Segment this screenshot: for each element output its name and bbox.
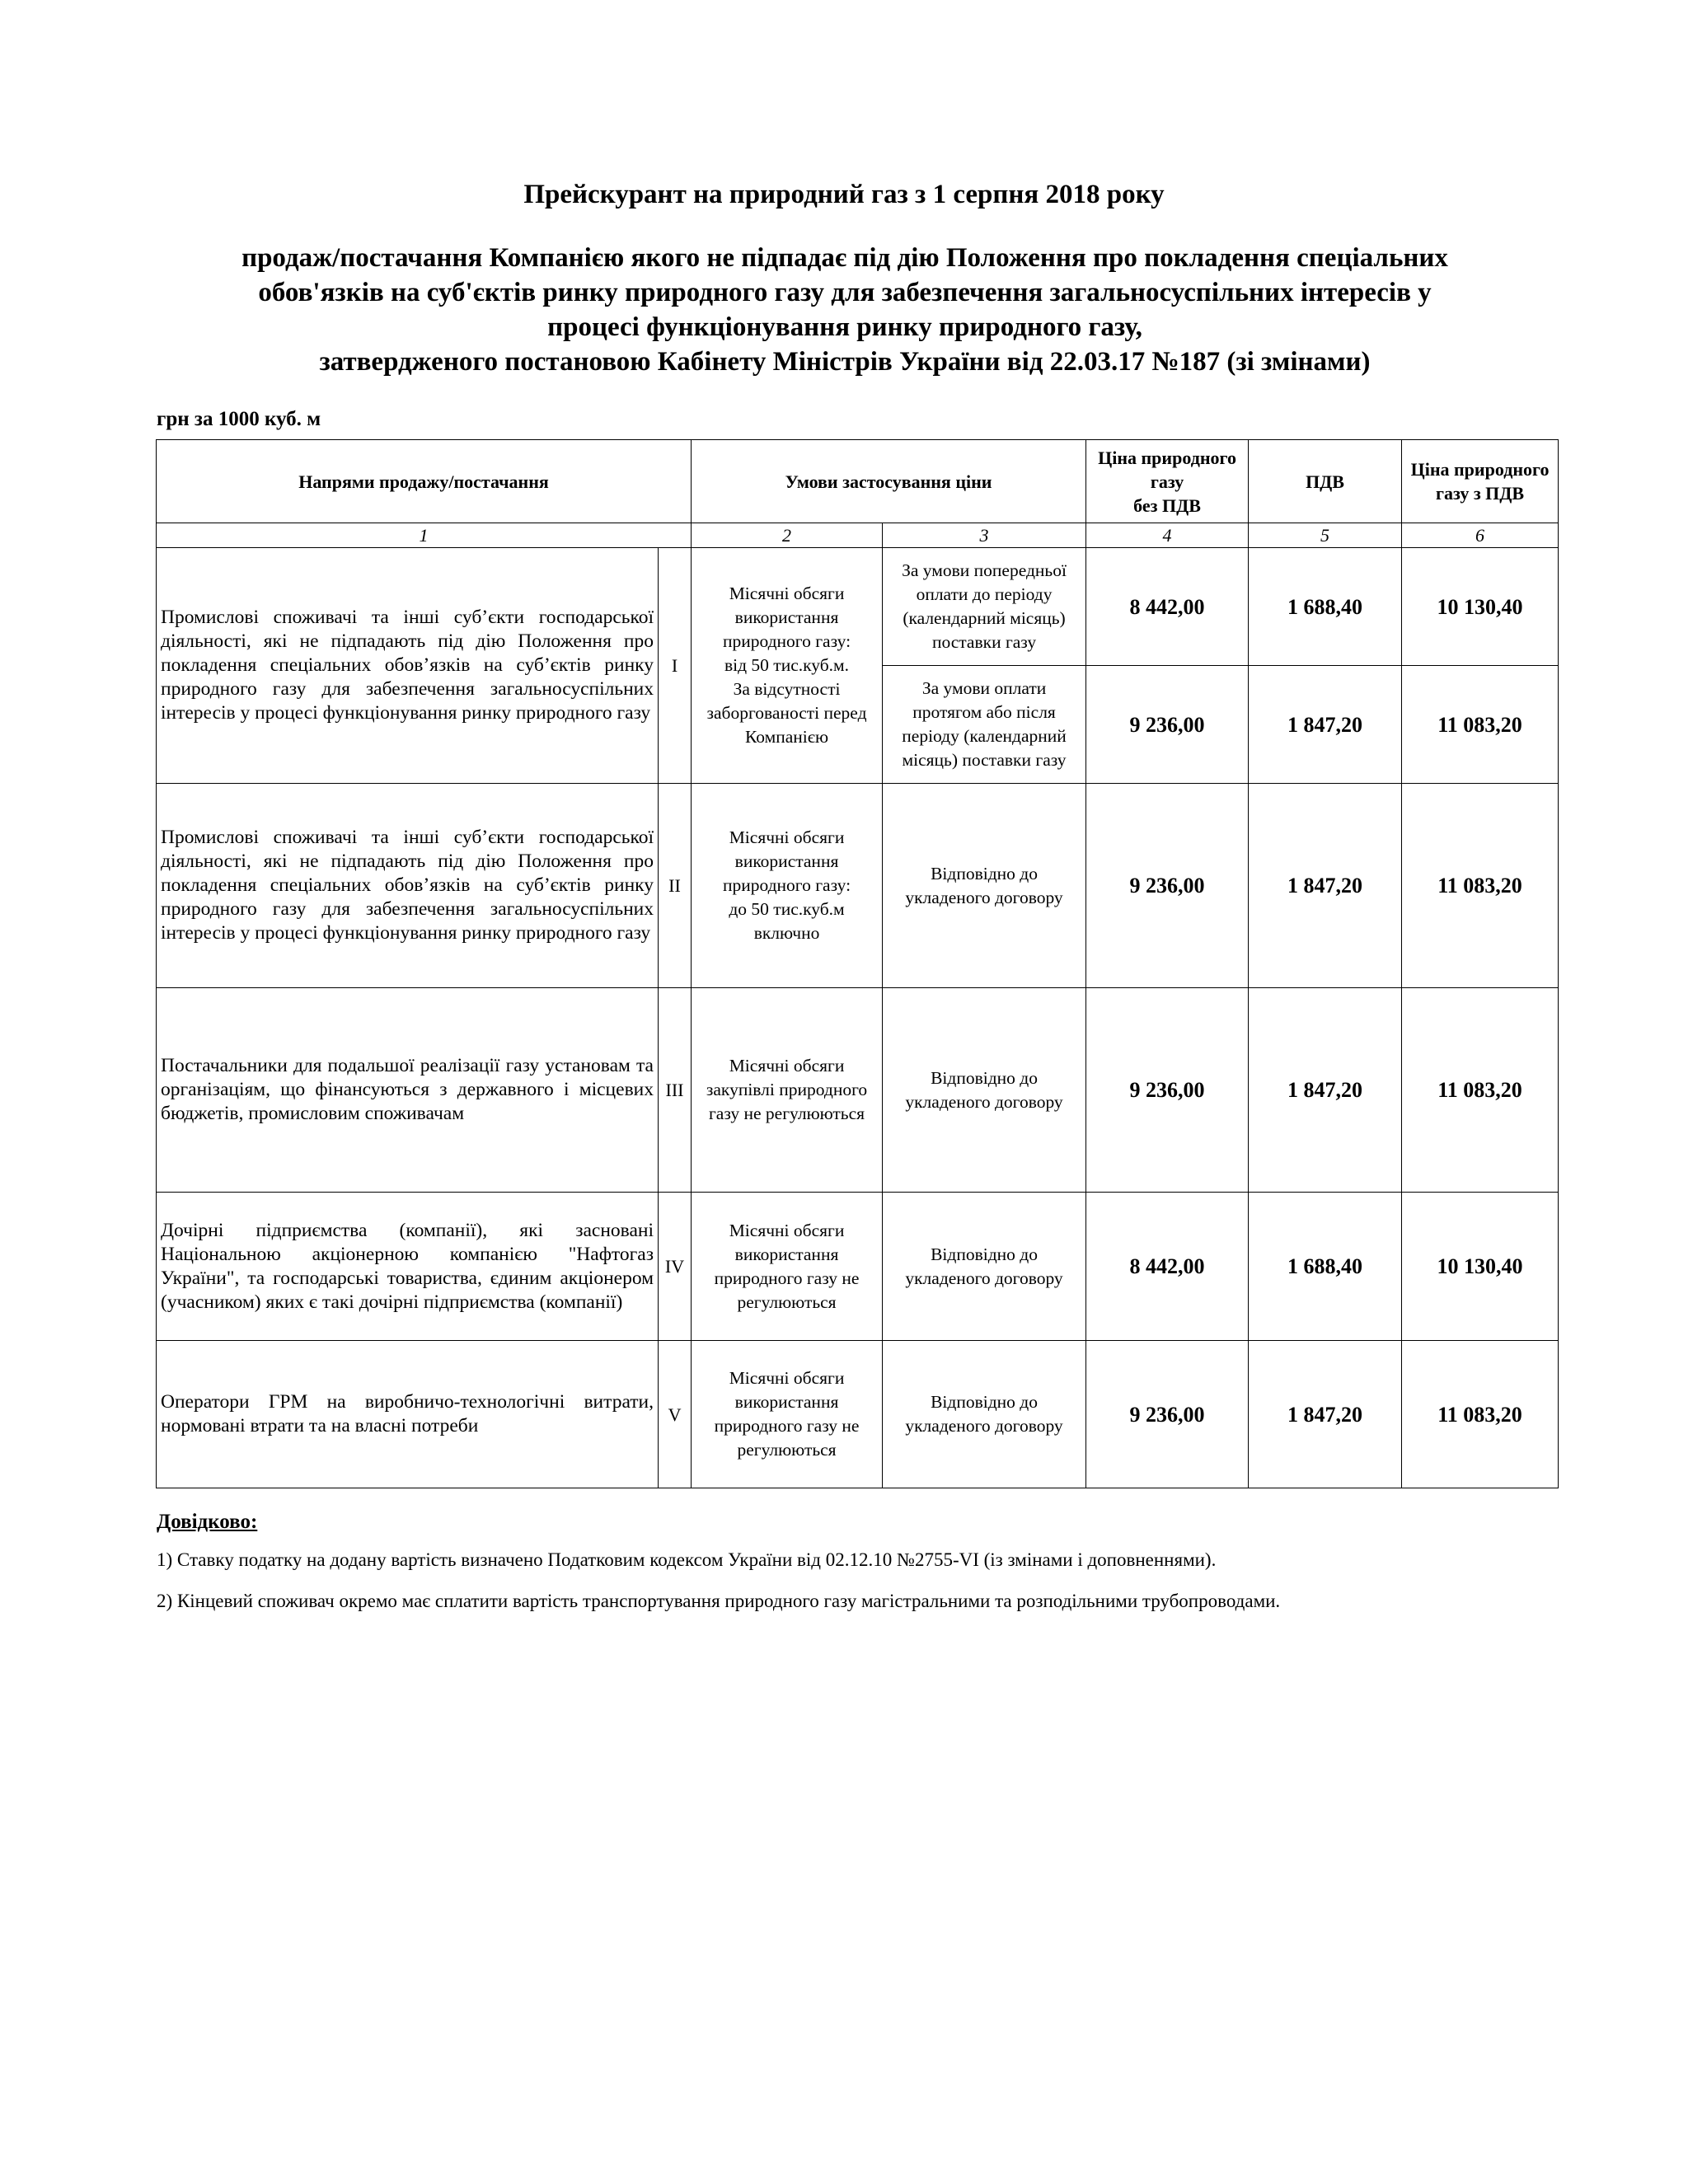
vat-value: 1 847,20 [1249,1341,1402,1488]
payment-condition [883,1341,1086,1488]
cond-line: використання [734,1244,839,1264]
cond-line: регулюються [737,1440,837,1460]
page-title: Прейскурант на природний газ з 1 серпня 2018 року [523,180,1165,209]
category-number: V [659,1341,692,1488]
header-direction: Напрями продажу/постачання [157,440,692,523]
table-row [157,548,1559,666]
cond-line: укладеного договору [905,1268,1063,1288]
header-line: газу [1150,471,1184,492]
cond-line: місяць) поставки газу [902,750,1067,770]
cond-line: від 50 тис.куб.м. [724,655,850,675]
cond-line: Відповідно до [931,863,1038,883]
cond-line: Місячні обсяги [729,1220,845,1240]
subtitle-line: затвердженого постановою Кабінету Міністрів України від 22.03.17 №187 (зі змінами) [319,347,1371,377]
volume-condition [692,784,883,988]
cond-line: регулюються [737,1291,837,1312]
cond-line: природного газу: [722,631,851,651]
page-subtitle [124,241,1566,379]
cond-line: укладеного договору [905,1091,1063,1112]
price-table [156,439,1559,1488]
cond-line: Відповідно до [931,1067,1038,1088]
cond-line: природного газу: [722,875,851,895]
cond-line: використання [734,851,839,871]
cond-line: Місячні обсяги [729,1056,845,1076]
cond-line: Відповідно до [931,1244,1038,1264]
price-no-vat: 9 236,00 [1086,1341,1249,1488]
column-number: 3 [883,523,1086,548]
cond-line: (календарний місяць) [903,608,1066,628]
table-row [157,1193,1559,1341]
cond-line: Місячні обсяги [729,583,845,603]
payment-condition [883,666,1086,784]
direction-cell: Постачальники для подальшої реалізації газу установам та організаціям, що фінансуються з державного і місцевих бюджетів, промисловим споживачам [157,988,659,1193]
subtitle-line: процесі функціонування ринку природного газу, [547,312,1142,342]
category-number: III [659,988,692,1193]
note-item: 1) Ставку податку на додану вартість визначено Податковим кодексом України від 02.12.10 №2755-VI (із змінами і доповненнями). [157,1549,1217,1570]
vat-value: 1 847,20 [1249,666,1402,784]
header-line: без ПДВ [1133,494,1201,516]
payment-condition [883,784,1086,988]
column-number: 5 [1249,523,1402,548]
cond-line: За умови попередньої [902,560,1067,580]
vat-value: 1 688,40 [1249,548,1402,666]
header-line: газу з ПДВ [1435,483,1525,504]
category-number: IV [659,1193,692,1341]
cond-line: використання [734,1392,839,1412]
volume-condition [692,1341,883,1488]
header-price-no-vat [1086,440,1249,523]
payment-condition [883,548,1086,666]
table-row [157,1341,1559,1488]
cond-line: оплати до періоду [916,584,1053,604]
cond-line: природного газу не [714,1416,860,1436]
notes-section [157,1510,1574,1630]
payment-condition [883,988,1086,1193]
cond-line: природного газу не [714,1268,860,1288]
cond-line: закупівлі природного [706,1080,868,1099]
direction-cell: Оператори ГРМ на виробничо-технологічні витрати, нормовані втрати та на власні потреби [157,1341,659,1488]
cond-line: поставки газу [931,632,1037,652]
price-with-vat: 11 083,20 [1402,784,1559,988]
notes-heading: Довідково: [157,1511,258,1533]
price-with-vat: 11 083,20 [1402,988,1559,1193]
subtitle-line: продаж/постачання Компанією якого не підпадає під дію Положення про покладення спеціальних [241,243,1448,273]
vat-value: 1 847,20 [1249,988,1402,1193]
price-with-vat: 10 130,40 [1402,548,1559,666]
cond-line: включно [753,923,820,943]
cond-line: використання [734,607,839,627]
price-with-vat: 10 130,40 [1402,1193,1559,1341]
cond-line: Компанією [744,727,829,747]
price-with-vat: 11 083,20 [1402,666,1559,784]
units-label: грн за 1000 куб. м [157,408,321,430]
header-vat: ПДВ [1249,440,1402,523]
price-no-vat: 8 442,00 [1086,1193,1249,1341]
volume-condition [692,1193,883,1341]
cond-line: до 50 тис.куб.м [729,899,845,919]
header-conditions: Умови застосування ціни [692,440,1086,523]
cond-line: укладеного договору [905,887,1063,907]
cond-line: укладеного договору [905,1416,1063,1436]
table-row [157,988,1559,1193]
column-number: 2 [692,523,883,548]
direction-cell: Промислові споживачі та інші суб’єкти господарської діяльності, які не підпадають під дію Положення про покладення спеціальних обов’язків на суб’єктів ринку природного газу для забезпечення загальносуспільних інтересів у процесі функціонування ринку природного газу [157,784,659,988]
price-with-vat: 11 083,20 [1402,1341,1559,1488]
payment-condition [883,1193,1086,1341]
price-no-vat: 9 236,00 [1086,784,1249,988]
subtitle-line: обов'язків на суб'єктів ринку природного газу для забезпечення загальносуспільних інтересів у [258,278,1432,307]
column-number: 4 [1086,523,1249,548]
cond-line: Місячні обсяги [729,1368,845,1388]
cond-line: газу не регулюються [708,1104,865,1123]
column-number: 1 [157,523,692,548]
header-line: Ціна природного [1098,447,1236,468]
direction-cell: Промислові споживачі та інші суб’єкти господарської діяльності, які не підпадають під дію Положення про покладення спеціальних обов’язків на суб’єктів ринку природного газу для забезпечення загальносуспільних інтересів у процесі функціонування ринку природного газу [157,548,659,784]
note-item: 2) Кінцевий споживач окремо має сплатити вартість транспортування природного газу магістральними та розподільними трубопроводами. [157,1591,1281,1611]
column-number-row [157,523,1559,548]
column-number: 6 [1402,523,1559,548]
category-number: II [659,784,692,988]
cond-line: протягом або після [912,702,1056,722]
price-no-vat: 9 236,00 [1086,666,1249,784]
table-header-row [157,440,1559,523]
category-number: I [659,548,692,784]
volume-condition [692,548,883,784]
header-line: Ціна природного [1410,459,1550,480]
cond-line: Місячні обсяги [729,827,845,847]
header-price-with-vat [1402,440,1559,523]
direction-cell: Дочірні підприємства (компанії), які засновані Національною акціонерною компанією "Нафтогаз України", та господарські товариства, єдиним акціонером (учасником) яких є такі дочірні підприємства (компанії) [157,1193,659,1341]
price-no-vat: 8 442,00 [1086,548,1249,666]
cond-line: За відсутності [733,679,841,699]
cond-line: періоду (календарний [902,726,1067,746]
cond-line: За умови оплати [921,678,1047,698]
volume-condition [692,988,883,1193]
vat-value: 1 847,20 [1249,784,1402,988]
cond-line: заборгованості перед [706,703,867,723]
cond-line: Відповідно до [931,1392,1038,1412]
table-row [157,784,1559,988]
vat-value: 1 688,40 [1249,1193,1402,1341]
price-no-vat: 9 236,00 [1086,988,1249,1193]
